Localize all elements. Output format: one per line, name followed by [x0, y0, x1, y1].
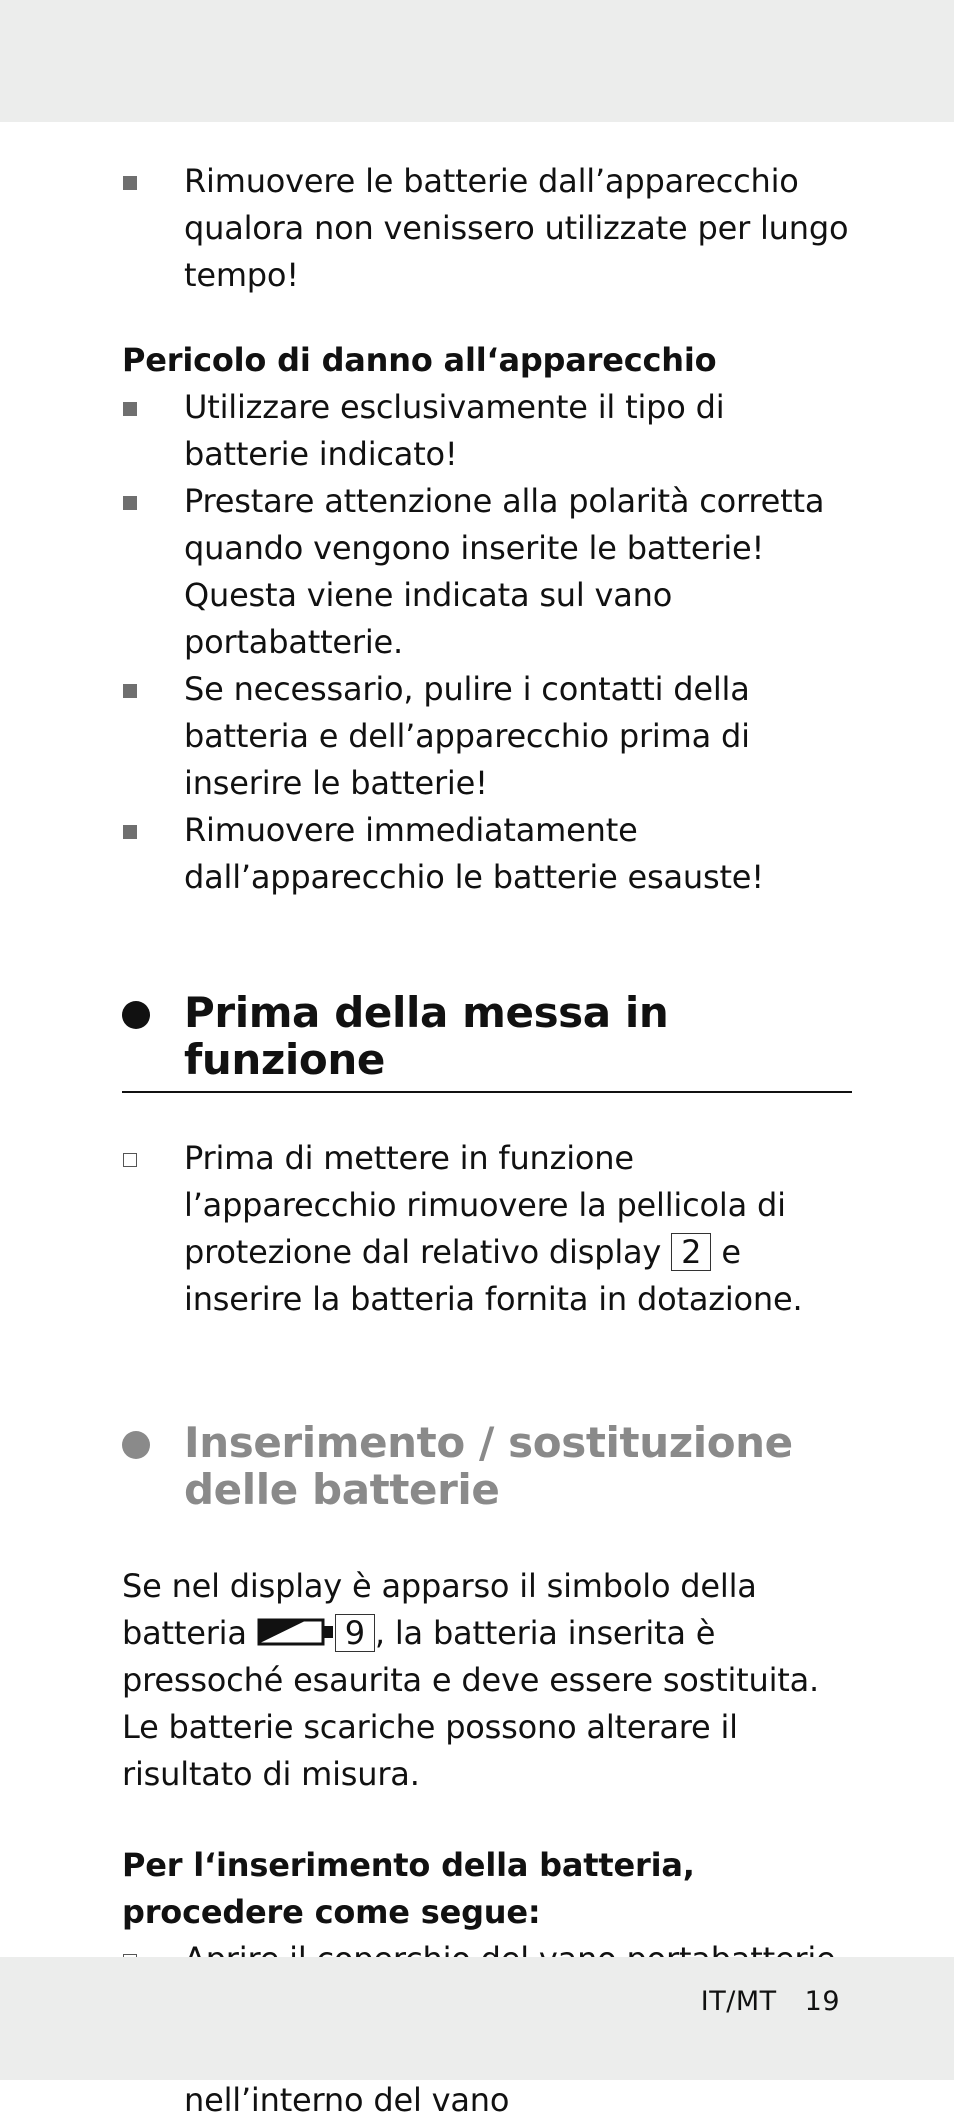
list-item-text: Prima di mettere in funzione l’apparecchio rimuovere la pellicola di protezione dal relativo display: [184, 1139, 786, 1271]
language-code: IT/MT: [700, 1986, 777, 2017]
list-item-text: Rimuovere le batterie dall’apparecchio qualora non venissero utilizzate per lungo tempo!: [184, 162, 849, 294]
battery-low-icon: [257, 1617, 335, 1647]
page-number: 19: [804, 1986, 840, 2017]
list-item: [122, 807, 852, 901]
list-item-text: Se necessario, pulire i contatti della batteria e dell’apparecchio prima di inserire le batterie!: [184, 670, 750, 802]
square-bullet-icon: [123, 402, 137, 416]
list-item: [122, 384, 852, 478]
list-item-text: e inserire la batteria fornita in dotazione.: [184, 1233, 803, 1318]
section-heading-text: Prima della messa in funzione: [184, 988, 669, 1084]
list-item-text: Prestare attenzione alla polarità corretta quando vengono inserite le batterie! Questa viene indicata sul vano portabatterie.: [184, 482, 825, 661]
round-dot-icon: [122, 1001, 150, 1029]
paragraph-text: , la batteria inserita è pressoché esaurita e deve essere sostituita. Le batterie scariche possono alterare il risultato di misura.: [122, 1614, 820, 1793]
square-bullet-icon: [123, 176, 137, 190]
reference-number: 9: [335, 1614, 375, 1652]
section-subheading: Pericolo di danno all‘apparecchio: [122, 341, 717, 379]
hollow-square-bullet-icon: [123, 1153, 137, 1167]
list-item: [122, 158, 852, 299]
section-heading-text: delle batterie: [184, 1465, 500, 1514]
page-content: [122, 158, 852, 2124]
paragraph-text: Se nel display è apparso il simbolo della batteria: [122, 1567, 757, 1652]
list-item: [122, 1135, 852, 1323]
subheading-text: procedere come segue:: [122, 1893, 541, 1931]
header-band: [0, 0, 954, 122]
section-subheading: [122, 1842, 852, 1936]
list-item-text: nell’interno del vano: [184, 2081, 510, 2119]
section-heading: [122, 1419, 852, 1513]
section-heading: [122, 989, 852, 1093]
list-item-text: Rimuovere immediatamente dall’apparecchio le batterie esauste!: [184, 811, 764, 896]
square-bullet-icon: [123, 684, 137, 698]
round-dot-icon: [122, 1431, 150, 1459]
list-item: [122, 478, 852, 666]
body-paragraph: [122, 1563, 852, 1798]
list-item-text: Utilizzare esclusivamente il tipo di batterie indicato!: [184, 388, 725, 473]
page-footer: [701, 1986, 840, 2017]
square-bullet-icon: [123, 496, 137, 510]
square-bullet-icon: [123, 825, 137, 839]
section-heading-text: Inserimento / sostituzione: [184, 1418, 793, 1467]
subheading-text: Per l‘inserimento della batteria,: [122, 1846, 695, 1884]
footer-band: [0, 1957, 954, 2080]
reference-number: 2: [671, 1233, 711, 1271]
list-item: [122, 666, 852, 807]
